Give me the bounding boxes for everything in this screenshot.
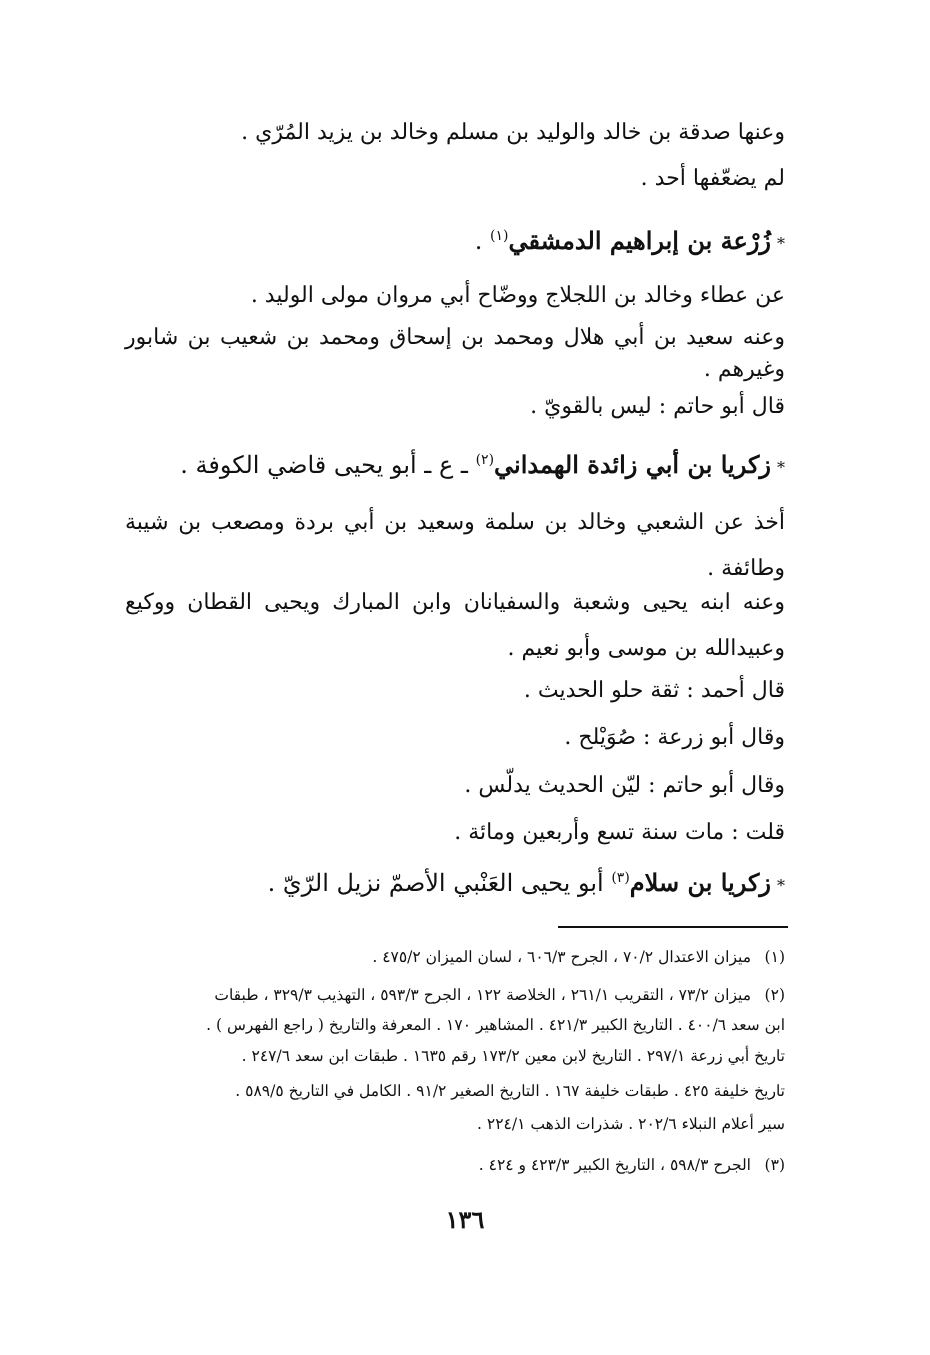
footnote-number: (٣) <box>764 1156 785 1174</box>
footnote-text: ميزان ٧٣/٢ ، التقريب ٢٦١/١ ، الخلاصة ١٢٢ ، الجرح ٥٩٣/٣ ، التهذيب ٣٢٩/٣ ، طبقات <box>214 986 751 1004</box>
text-paragraph: أخذ عن الشعبي وخالد بن سلمة وسعيد بن أبي بردة ومصعب بن شيبة وطائفة . <box>125 510 785 581</box>
text-line: لم يضعّفها أحد . <box>640 166 785 191</box>
entry-tail: ـ ع ـ أبو يحيى قاضي الكوفة . <box>180 451 476 479</box>
footnote-number: (٢) <box>764 986 785 1004</box>
footnote-text: الجرح ٥٩٨/٣ ، التاريخ الكبير ٤٢٣/٣ و ٤٢٤ . <box>478 1156 751 1174</box>
footnote-text: تاريخ خليفة ٤٢٥ . طبقات خليفة ١٦٧ . التاريخ الصغير ٩١/٢ . الكامل في التاريخ ٥٨٩/٥ . <box>235 1082 785 1100</box>
text-line: وقال أبو حاتم : ليّن الحديث يدلّس . <box>464 773 785 798</box>
entry-bullet: * <box>777 458 785 477</box>
page-number: ١٣٦ <box>445 1205 485 1234</box>
entry-heading <box>475 226 785 259</box>
entry-tail: أبو يحيى العَنْبي الأصمّ نزيل الرّيّ . <box>267 869 612 897</box>
text-line: وعنها صدقة بن خالد والوليد بن مسلم وخالد بن يزيد المُرّي . <box>241 120 785 145</box>
footnote <box>125 982 785 1008</box>
entry-name: زكريا بن سلام <box>629 868 771 897</box>
entry-name: زكريا بن أبي زائدة الهمداني <box>494 450 771 479</box>
footnote-text: ابن سعد ٤٠٠/٦ . التاريخ الكبير ٤٢١/٣ . المشاهير ١٧٠ . المعرفة والتاريخ ( راجع الفهرس ) . <box>206 1016 785 1034</box>
entry-bullet: * <box>777 876 785 895</box>
footnote-text: ميزان الاعتدال ٧٠/٢ ، الجرح ٦٠٦/٣ ، لسان الميزان ٤٧٥/٢ . <box>372 948 751 966</box>
footnote <box>125 1152 785 1178</box>
entry-bullet: * <box>777 234 785 253</box>
text-line: قال أبو حاتم : ليس بالقويّ . <box>530 394 785 419</box>
footnote-ref: (٣) <box>611 870 630 886</box>
text-paragraph: وعنه ابنه يحيى وشعبة والسفيانان وابن المبارك ويحيى القطان ووكيع وعبيدالله بن موسى وأبو نعيم . <box>125 590 785 661</box>
footnote-number: (١) <box>764 948 785 966</box>
text-line: قلت : مات سنة تسع وأربعين ومائة . <box>454 820 785 845</box>
entry-name: زُرْعة بن إبراهيم الدمشقي <box>508 226 771 255</box>
text-line: قال أحمد : ثقة حلو الحديث . <box>523 678 785 703</box>
entry-tail: . <box>474 227 491 255</box>
footnote-text: سير أعلام النبلاء ٢٠٢/٦ . شذرات الذهب ٢٢٤/١ . <box>477 1115 785 1133</box>
entry-heading <box>268 868 785 901</box>
entry-heading <box>180 450 785 483</box>
text-line: عن عطاء وخالد بن اللجلاج ووضّاح أبي مروان مولى الوليد . <box>250 283 785 308</box>
footnote-text: تاريخ أبي زرعة ٢٩٧/١ . التاريخ لابن معين ١٧٣/٢ رقم ١٦٣٥ . طبقات ابن سعد ٢٤٧/٦ . <box>241 1047 785 1065</box>
footnote <box>125 944 785 970</box>
footnote-ref: (١) <box>490 228 509 244</box>
footnote-separator <box>558 926 788 928</box>
text-line: وقال أبو زرعة : صُوَيْلح . <box>564 725 785 750</box>
footnote-ref: (٢) <box>475 452 495 468</box>
text-paragraph: وعنه سعيد بن أبي هلال ومحمد بن إسحاق ومحمد بن شعيب بن شابور وغيرهم . <box>125 325 785 382</box>
